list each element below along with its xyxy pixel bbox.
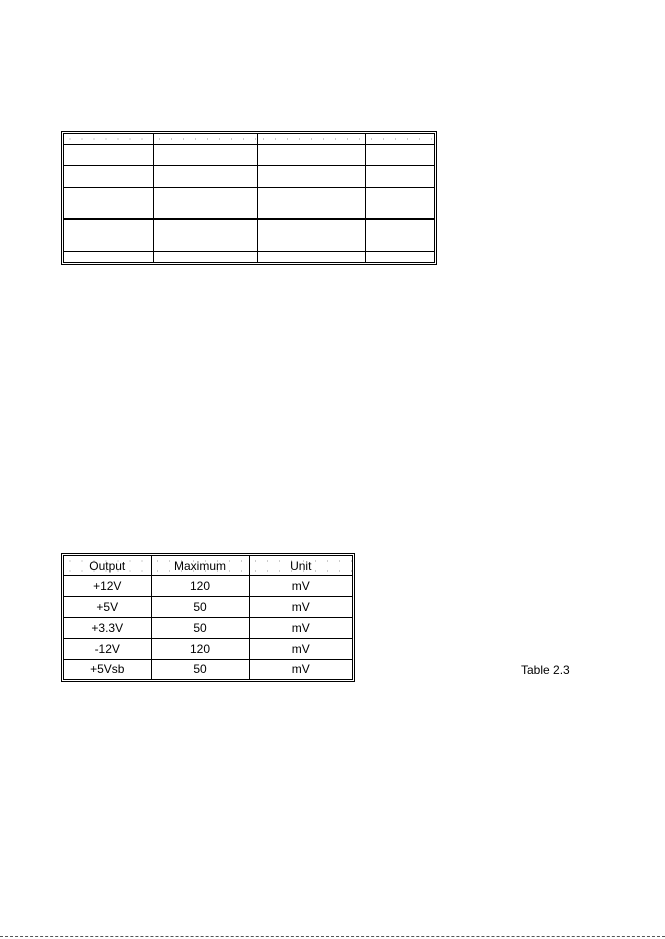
ripple-table-grid <box>64 556 352 679</box>
table-cell <box>153 251 257 262</box>
header-output: Output <box>64 556 151 576</box>
header-cell <box>365 134 434 145</box>
table-caption: Table 2.3 <box>521 663 570 677</box>
table-cell <box>365 166 434 187</box>
table-row <box>64 166 434 187</box>
table-header-row <box>64 134 434 145</box>
unit-cell: mV <box>249 597 352 618</box>
table-cell <box>365 187 434 219</box>
table-cell <box>64 187 153 219</box>
table-cell <box>257 187 365 219</box>
table-cell <box>64 166 153 187</box>
table-row <box>64 659 352 679</box>
header-unit: Unit <box>249 556 352 576</box>
header-cell <box>257 134 365 145</box>
table-cell <box>365 145 434 166</box>
table-cell <box>257 145 365 166</box>
table-cell <box>365 219 434 251</box>
output-cell: -12V <box>64 638 151 659</box>
table-cell <box>153 166 257 187</box>
table-row <box>64 617 352 638</box>
maximum-cell: 50 <box>151 659 249 679</box>
output-cell: +5Vsb <box>64 659 151 679</box>
blank-table <box>61 131 437 265</box>
output-cell: +5V <box>64 597 151 618</box>
maximum-cell: 120 <box>151 576 249 597</box>
footer-divider <box>0 936 665 937</box>
header-maximum: Maximum <box>151 556 249 576</box>
header-cell <box>153 134 257 145</box>
unit-cell: mV <box>249 638 352 659</box>
table-row <box>64 219 434 251</box>
ripple-table <box>61 553 355 682</box>
output-cell: +12V <box>64 576 151 597</box>
table-cell <box>257 251 365 262</box>
table-row <box>64 251 434 262</box>
table-cell <box>64 251 153 262</box>
maximum-cell: 120 <box>151 638 249 659</box>
table-row <box>64 145 434 166</box>
unit-cell: mV <box>249 617 352 638</box>
maximum-cell: 50 <box>151 597 249 618</box>
table-cell <box>153 187 257 219</box>
unit-cell: mV <box>249 659 352 679</box>
table-row <box>64 187 434 219</box>
table-cell <box>153 145 257 166</box>
output-cell: +3.3V <box>64 617 151 638</box>
table-cell <box>153 219 257 251</box>
table-header-row <box>64 556 352 576</box>
maximum-cell: 50 <box>151 617 249 638</box>
unit-cell: mV <box>249 576 352 597</box>
table-row <box>64 638 352 659</box>
table-cell <box>257 219 365 251</box>
table-cell <box>257 166 365 187</box>
table-cell <box>64 219 153 251</box>
table-row <box>64 597 352 618</box>
header-cell <box>64 134 153 145</box>
table-cell <box>365 251 434 262</box>
blank-table-grid <box>64 134 434 262</box>
table-row <box>64 576 352 597</box>
table-cell <box>64 145 153 166</box>
